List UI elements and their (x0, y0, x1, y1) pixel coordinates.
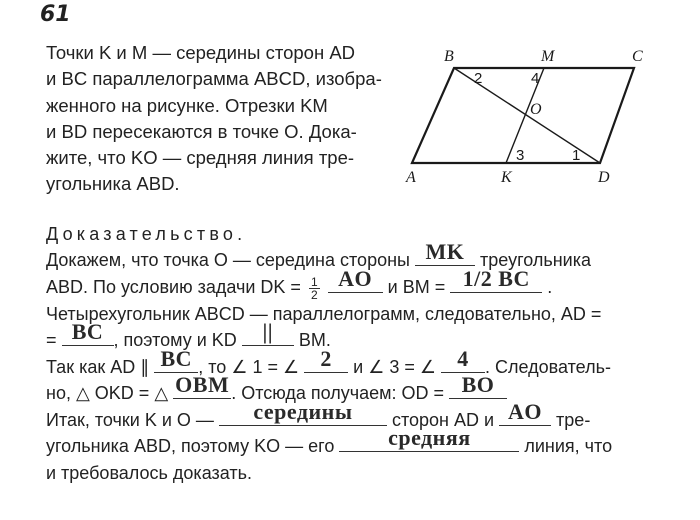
label-c: C (632, 48, 643, 65)
angle-4-label: 4 (531, 70, 540, 87)
intro-line: Точки K и M — середины сторон AD (46, 42, 356, 63)
handwritten-answer: средняя (388, 425, 471, 450)
handwritten-answer: BC (71, 319, 104, 344)
answer-blank (499, 399, 551, 426)
answer-blank (62, 319, 114, 346)
proof-line: Итак, точки K и O — середины сторон AD и AO тре- (46, 399, 591, 430)
answer-blank (441, 346, 485, 373)
intro-line: женного на рисунке. Отрезки KM (46, 94, 328, 116)
proof-line: Четырехугольник ABCD — параллелограмм, следовательно, AD = (46, 304, 602, 324)
answer-blank (242, 319, 294, 346)
label-b: B (444, 48, 454, 65)
answer-blank (415, 239, 475, 266)
intro-line: и BC параллелограмма ABCD, изобра- (46, 68, 382, 90)
handwritten-answer: AO (338, 266, 373, 291)
handwritten-answer: середины (253, 399, 353, 424)
answer-blank (219, 399, 387, 426)
angle-1-label: 1 (572, 147, 581, 164)
proof-line: = BC , поэтому и KD || BM. (46, 319, 331, 350)
proof-title: Доказательство. (46, 224, 247, 244)
answer-blank (173, 372, 231, 399)
proof-line: ABD. По условию задачи DK = $\frac{1}{2}$ AO и BM = 1/2 BC . (46, 266, 553, 302)
answer-blank (450, 266, 542, 293)
answer-blank (154, 346, 198, 373)
problem-number: 61 (40, 2, 71, 27)
proof-line: угольника ABD, поэтому KO — его средняя линия, что (46, 425, 613, 456)
label-m: M (541, 48, 555, 65)
proof-line: Докажем, что точка O — середина стороны MK треугольника (46, 239, 592, 270)
angle-2-label: 2 (474, 70, 483, 87)
intro-line: жите, что KO — средняя линия тре- (46, 147, 355, 169)
proof-line: и требовалось доказать. (46, 463, 252, 483)
handwritten-answer: 1/2 BC (462, 266, 530, 291)
label-d: D (598, 169, 610, 186)
handwritten-answer: BO (461, 372, 495, 397)
handwritten-answer: || (262, 319, 274, 344)
intro-line: угольника ABD. (46, 173, 180, 195)
parallelogram-figure (402, 36, 652, 186)
fraction-one-half: $\frac{1}{2}$ (310, 274, 318, 302)
intro-line: и BD пересекаются в точке O. Дока- (46, 120, 357, 142)
label-a: A (406, 169, 416, 186)
handwritten-answer: OBM (175, 372, 230, 397)
label-o: O (530, 101, 542, 118)
label-k: K (501, 169, 512, 186)
handwritten-answer: AO (508, 399, 543, 424)
answer-blank (304, 346, 348, 373)
proof-line: но, △ OKD = △ OBM . Отсюда получаем: OD = BO (46, 380, 507, 406)
problem-statement (46, 40, 396, 198)
handwritten-answer: BC (160, 346, 193, 371)
answer-blank (449, 372, 507, 399)
handwritten-answer: 2 (320, 346, 332, 371)
handwritten-answer: 4 (457, 346, 469, 371)
handwritten-answer: MK (425, 239, 465, 264)
answer-blank (339, 425, 519, 452)
angle-3-label: 3 (516, 147, 525, 164)
answer-blank (328, 266, 383, 293)
proof-line: Так как AD ∥ BC , то ∠ 1 = ∠ 2 и ∠ 3 = ∠ 4 . Следователь- (46, 346, 611, 377)
